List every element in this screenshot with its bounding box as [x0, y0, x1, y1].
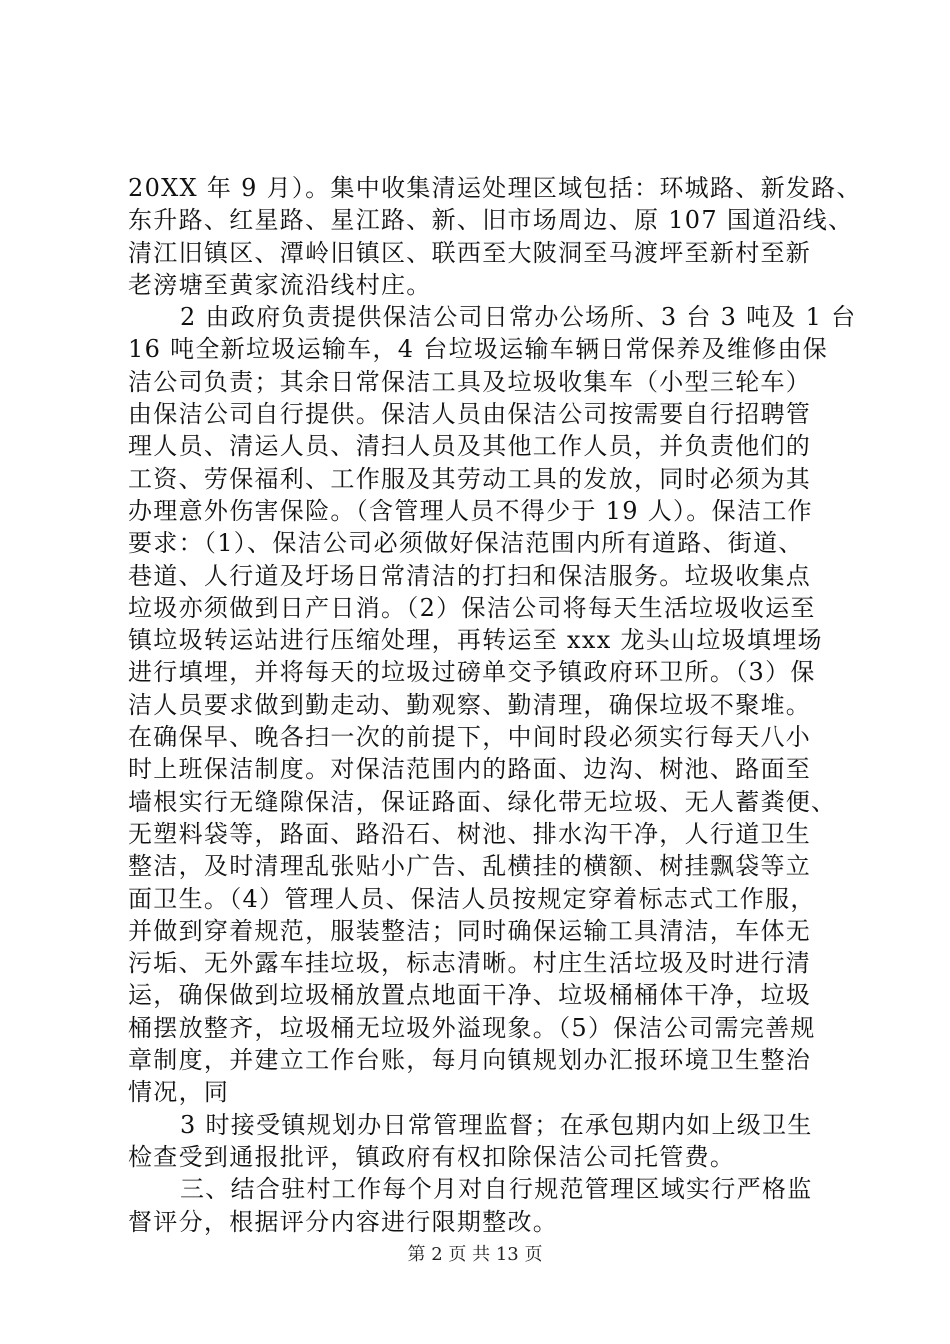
text-line: 16 吨全新垃圾运输车，4 台垃圾运输车辆日常保养及维修由保: [128, 335, 829, 364]
text-line: 老滂塘至黄家流沿线村庄。: [128, 270, 432, 299]
text-line: 洁人员要求做到勤走动、勤观察、勤清理，确保垃圾不聚堆。: [128, 690, 812, 719]
text-line: 时上班保洁制度。对保洁范围内的路面、边沟、树池、路面至: [128, 755, 812, 784]
text-line: 清江旧镇区、潭岭旧镇区、联西至大陂洞至马渡坪至新村至新: [128, 238, 812, 267]
page-footer: 第 2 页 共 13 页: [407, 1244, 543, 1265]
text-line: 镇垃圾转运站进行压缩处理，再转运至 xxx 龙头山垃圾填埋场: [128, 626, 823, 655]
text-line: 督评分，根据评分内容进行限期整改。: [128, 1207, 559, 1236]
text-line: 巷道、人行道及圩场日常清洁的打扫和保洁服务。垃圾收集点: [128, 561, 812, 590]
text-line: 情况，同: [128, 1078, 230, 1107]
text-line: 3 时接受镇规划办日常管理监督；在承包期内如上级卫生: [180, 1110, 813, 1139]
text-line: 检查受到通报批评，镇政府有权扣除保洁公司托管费。: [128, 1142, 736, 1171]
paragraph: [128, 1109, 828, 1174]
text-line: 在确保早、晚各扫一次的前提下，中间时段必须实行每天八小: [128, 723, 812, 752]
text-line: 进行填埋，并将每天的垃圾过磅单交予镇政府环卫所。（3）保: [128, 658, 816, 687]
text-line: 并做到穿着规范，服装整洁；同时确保运输工具清洁，车体无: [128, 916, 812, 945]
text-line: 桶摆放整齐，垃圾桶无垃圾外溢现象。（5）保洁公司需完善规: [128, 1013, 816, 1042]
text-line: 理人员、清运人员、清扫人员及其他工作人员，并负责他们的: [128, 432, 812, 461]
paragraph: [128, 301, 857, 1108]
text-line: 2 由政府负责提供保洁公司日常办公场所、3 台 3 吨及 1 台: [180, 303, 857, 332]
text-line: 东升路、红星路、星江路、新、旧市场周边、原 107 国道沿线、: [128, 206, 854, 235]
text-line: 工资、劳保福利、工作服及其劳动工具的发放，同时必须为其: [128, 464, 812, 493]
paragraph: [128, 1173, 828, 1238]
text-line: 要求：（1）、保洁公司必须做好保洁范围内所有道路、街道、: [128, 529, 804, 558]
document-body: [128, 172, 862, 1238]
text-line: 由保洁公司自行提供。保洁人员由保洁公司按需要自行招聘管: [128, 400, 812, 429]
text-line: 三、结合驻村工作每个月对自行规范管理区域实行严格监: [180, 1175, 813, 1204]
paragraph: [128, 172, 862, 301]
text-line: 办理意外伤害保险。（含管理人员不得少于 19 人）。保洁工作: [128, 496, 813, 525]
text-line: 面卫生。（4）管理人员、保洁人员按规定穿着标志式工作服，: [128, 884, 816, 913]
text-line: 整洁，及时清理乱张贴小广告、乱横挂的横额、树挂飘袋等立: [128, 852, 812, 881]
text-line: 洁公司负责；其余日常保洁工具及垃圾收集车（小型三轮车）: [128, 367, 812, 396]
text-line: 20XX 年 9 月）。集中收集清运处理区域包括：环城路、新发路、: [128, 174, 862, 202]
text-line: 章制度，并建立工作台账，每月向镇规划办汇报环境卫生整治: [128, 1046, 812, 1075]
text-line: 运，确保做到垃圾桶放置点地面干净、垃圾桶桶体干净，垃圾: [128, 981, 812, 1010]
text-line: 垃圾亦须做到日产日消。（2）保洁公司将每天生活垃圾收运至: [128, 593, 816, 622]
text-line: 无塑料袋等，路面、路沿石、树池、排水沟干净，人行道卫生: [128, 819, 812, 848]
text-line: 污垢、无外露车挂垃圾，标志清晰。村庄生活垃圾及时进行清: [128, 949, 812, 978]
text-line: 墙根实行无缝隙保洁，保证路面、绿化带无垃圾、无人蓄粪便、: [128, 787, 837, 816]
